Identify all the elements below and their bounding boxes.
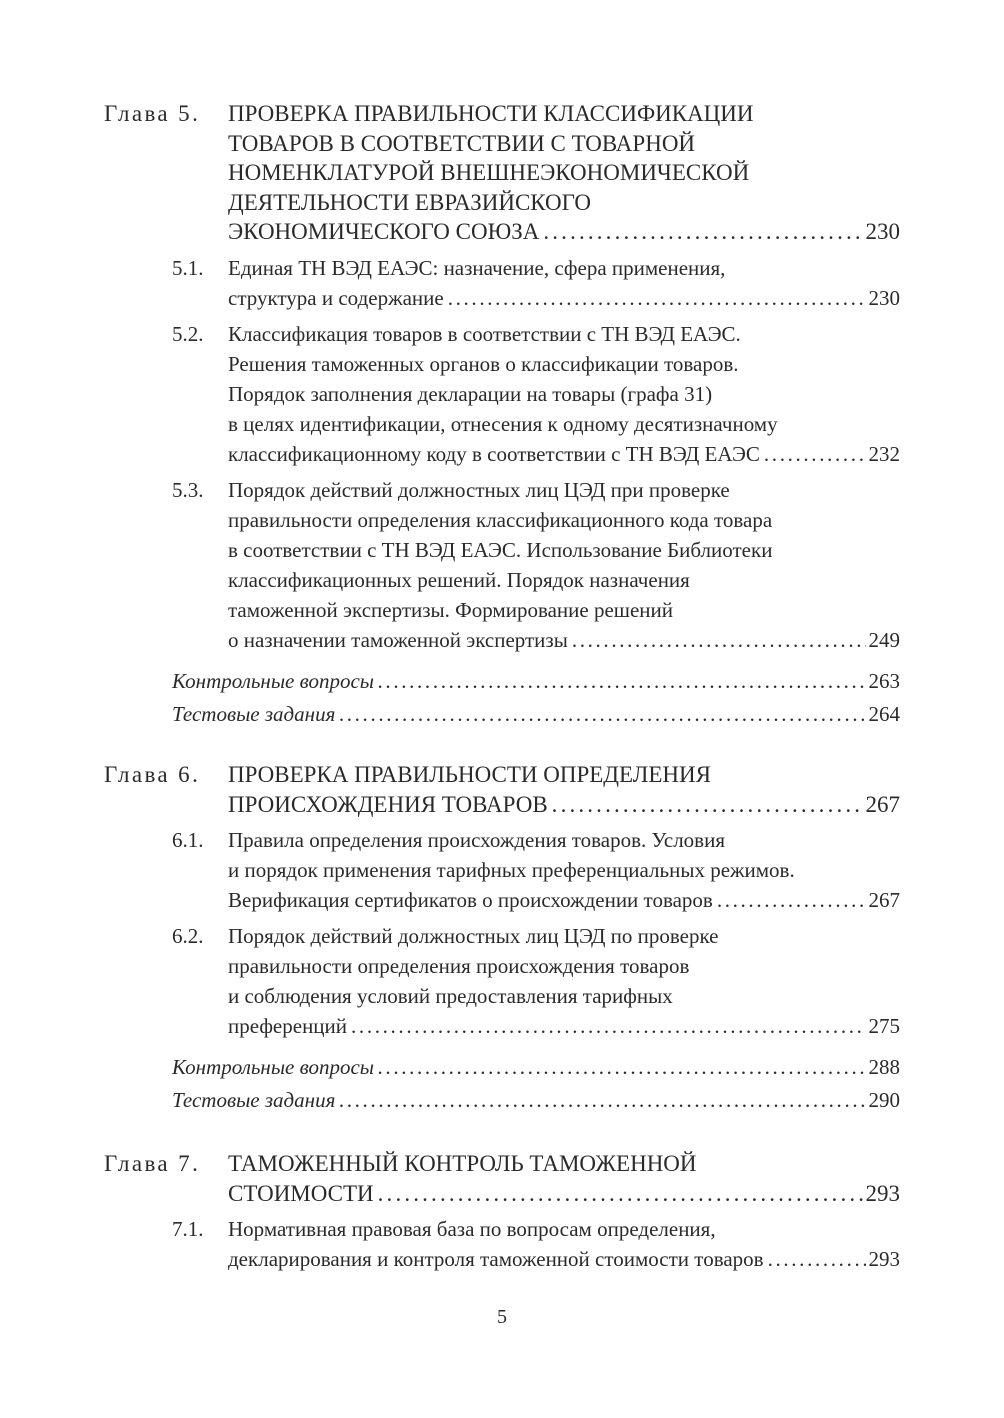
chapter-label: Глава 7. (104, 1151, 201, 1176)
control-questions-label: Контрольные вопросы (172, 1055, 375, 1079)
chapter-label: Глава 5. (104, 101, 201, 126)
section-line: Единая ТН ВЭД ЕАЭС: назначение, сфера применения, (228, 255, 726, 280)
section-5-2[interactable] (104, 319, 900, 469)
page-ref: 267 (868, 888, 900, 912)
page-ref: 232 (868, 441, 900, 466)
dot-leader (378, 666, 865, 696)
page-ref: 290 (868, 1088, 900, 1112)
section-line: Нормативная правовая база по вопросам определения, (228, 1217, 716, 1241)
control-questions-entry[interactable] (172, 1052, 900, 1082)
section-line: классификационному коду в соответствии с ТН ВЭД ЕАЭС (228, 441, 760, 466)
section-number: 6.1. (172, 828, 204, 852)
section-line: преференций (228, 1014, 348, 1038)
section-line: таможенной экспертизы. Формирование решений (228, 597, 673, 622)
chapter-label: Глава 6. (104, 762, 201, 787)
section-line: правильности определения происхождения товаров (228, 954, 690, 978)
chapter-title[interactable] (228, 760, 900, 819)
dot-leader (339, 699, 865, 729)
section-line: Порядок действий должностных лиц ЦЭД по проверке (228, 924, 719, 948)
section-line: Порядок действий должностных лиц ЦЭД при проверке (228, 477, 730, 502)
dot-leader (552, 790, 863, 820)
page-ref: 230 (868, 285, 900, 310)
control-questions-entry[interactable] (172, 666, 900, 696)
section-line: классификационных решений. Порядок назначения (228, 567, 690, 592)
dot-leader (717, 885, 866, 915)
title-line: ПРОИСХОЖДЕНИЯ ТОВАРОВ (228, 791, 548, 817)
page-number: 5 (497, 1306, 507, 1328)
section-line: о назначении таможенной экспертизы (228, 627, 568, 652)
section-line: декларирования и контроля таможенной стоимости товаров (228, 1247, 764, 1271)
chapter-heading (104, 1149, 900, 1208)
section-line: Решения таможенных органов о классификации товаров. (228, 351, 739, 376)
page-ref: 293 (868, 1247, 900, 1271)
section-number: 7.1. (172, 1217, 204, 1241)
section-line: правильности определения классификационного кода товара (228, 507, 773, 532)
page-ref: 267 (865, 791, 900, 817)
section-number: 5.3. (172, 477, 204, 502)
section-line: Классификация товаров в соответствии с ТН ВЭД ЕАЭС. (228, 321, 741, 346)
section-5-1[interactable] (104, 253, 900, 313)
title-line: ТОВАРОВ В СООТВЕТСТВИИ С ТОВАРНОЙ (228, 130, 696, 156)
section-line: Верификация сертификатов о происхождении товаров (228, 888, 713, 912)
dot-leader (764, 439, 866, 469)
dot-leader (351, 1011, 865, 1041)
section-line: Правила определения происхождения товаров. Условия (228, 828, 725, 852)
title-line: ПРОВЕРКА ПРАВИЛЬНОСТИ КЛАССИФИКАЦИИ (228, 101, 754, 126)
section-5-3[interactable] (104, 475, 900, 655)
chapter-title[interactable] (228, 1149, 900, 1208)
section-number: 6.2. (172, 924, 204, 948)
chapter-5 (104, 99, 900, 729)
section-line: и соблюдения условий предоставления тарифных (228, 984, 673, 1008)
title-line: ТАМОЖЕННЫЙ КОНТРОЛЬ ТАМОЖЕННОЙ (228, 1151, 697, 1176)
page-ref: 264 (868, 701, 900, 726)
chapter-6 (104, 760, 900, 1115)
title-line: НОМЕНКЛАТУРОЙ ВНЕШНЕЭКОНОМИЧЕСКОЙ (228, 160, 750, 185)
page-ref: 293 (865, 1180, 900, 1206)
dot-leader (378, 1179, 863, 1209)
chapter-title[interactable] (228, 99, 900, 247)
section-line: в целях идентификации, отнесения к одному десятизначному (228, 411, 778, 436)
test-tasks-entry[interactable] (172, 699, 900, 729)
title-line: ЭКОНОМИЧЕСКОГО СОЮЗА (228, 219, 540, 244)
dot-leader (572, 625, 866, 655)
test-tasks-label: Тестовые задания (172, 701, 336, 726)
chapter-7 (104, 1149, 900, 1274)
section-number: 5.2. (172, 321, 204, 346)
dot-leader (448, 283, 866, 313)
dot-leader (378, 1052, 865, 1082)
section-line: в соответствии с ТН ВЭД ЕАЭС. Использование Библиотеки (228, 537, 773, 562)
dot-leader (768, 1244, 866, 1274)
page-ref: 275 (868, 1014, 900, 1038)
control-questions-label: Контрольные вопросы (172, 668, 375, 693)
chapter-heading (104, 99, 900, 247)
section-7-1[interactable] (104, 1214, 900, 1274)
page-ref: 263 (868, 668, 900, 693)
dot-leader (543, 217, 862, 247)
title-line: ПРОВЕРКА ПРАВИЛЬНОСТИ ОПРЕДЕЛЕНИЯ (228, 762, 711, 787)
chapter-heading (104, 760, 900, 819)
test-tasks-entry[interactable] (172, 1085, 900, 1115)
section-line: структура и содержание (228, 285, 444, 310)
title-line: СТОИМОСТИ (228, 1180, 374, 1206)
section-6-2[interactable] (104, 921, 900, 1041)
title-line: ДЕЯТЕЛЬНОСТИ ЕВРАЗИЙСКОГО (228, 189, 592, 215)
section-number: 5.1. (172, 255, 204, 280)
page-ref: 230 (865, 219, 900, 244)
page-ref: 288 (868, 1055, 900, 1079)
dot-leader (339, 1085, 865, 1115)
section-line: Порядок заполнения декларации на товары (графа 31) (228, 381, 713, 406)
section-6-1[interactable] (104, 825, 900, 915)
section-line: и порядок применения тарифных преференциальных режимов. (228, 858, 795, 882)
test-tasks-label: Тестовые задания (172, 1088, 336, 1112)
page-ref: 249 (868, 627, 900, 652)
